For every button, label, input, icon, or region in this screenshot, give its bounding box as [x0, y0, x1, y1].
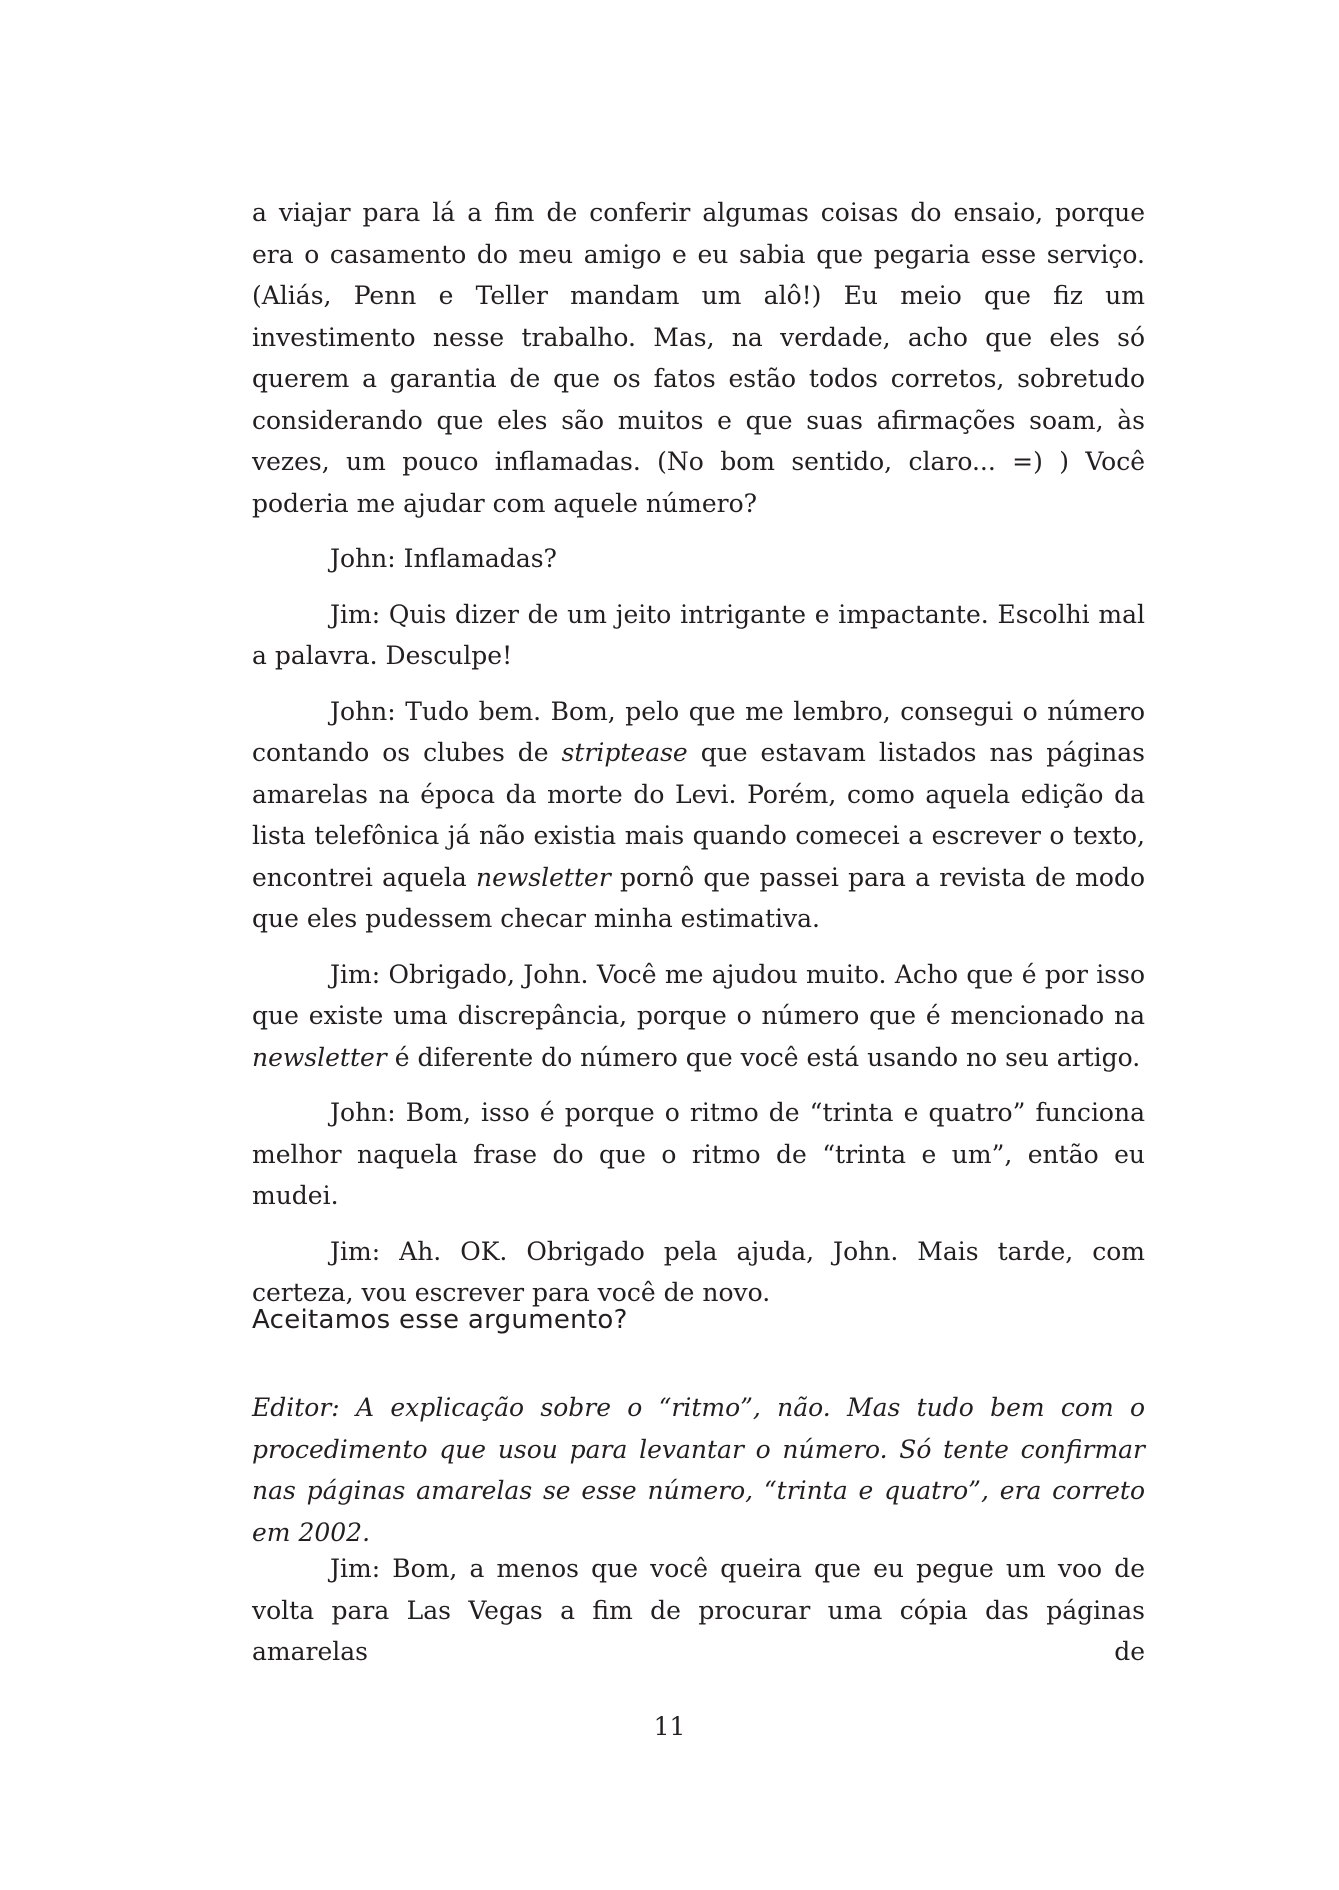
text-run: pornô que passei para a revista de modo que eles pudessem checar minha estimativa. — [252, 862, 1145, 933]
italic-term-newsletter: newsletter — [476, 862, 611, 892]
paragraph-jim-thanks: Jim: Ah. OK. Obrigado pela ajuda, John. Mais tarde, com certeza, vou escrever para você de novo. — [252, 1236, 1145, 1307]
paragraph-john-rhythm: John: Bom, isso é porque o ritmo de “trinta e quatro” funciona melhor naquela frase do que o ritmo de “trinta e um”, então eu mudei. — [252, 1098, 1145, 1210]
editor-paragraph: Editor: A explicação sobre o “ritmo”, não. Mas tudo bem com o procedimento que usou para levantar o número. Só tente confirmar nas páginas amarelas se esse número, “trinta e quatro”, era correto em 2002. — [252, 1393, 1145, 1547]
final-dialogue-block — [252, 1548, 1145, 1673]
page-number: 11 — [653, 1712, 686, 1741]
paragraph-continuation: a viajar para lá a fim de conferir algumas coisas do ensaio, porque era o casamento do meu amigo e eu sabia que pegaria esse serviço. (Aliás, Penn e Teller mandam um alô!) Eu meio que fiz um investimento nesse trabalho. Mas, na verdade, acho que eles só querem a garantia de que os fatos estão todos corretos, sobretudo considerando que eles são muitos e que suas afirmações soam, às vezes, um pouco inflamadas. (No bom sentido, claro... =) ) Você poderia me ajudar com aquele número? — [252, 198, 1145, 518]
text-run: Jim: Obrigado, John. Você me ajudou muito. Acho que é por isso que existe uma discrepância, porque o número que é mencionado na — [252, 959, 1145, 1030]
question-line: Aceitamos esse argumento? — [252, 1305, 628, 1335]
dialogue-block — [252, 192, 1145, 1314]
text-run: é diferente do número que você está usando no seu artigo. — [386, 1042, 1141, 1072]
paragraph-jim-discrepancy — [252, 954, 1145, 1079]
italic-term-newsletter: newsletter — [252, 1042, 387, 1072]
paragraph-john-explanation — [252, 691, 1145, 940]
paragraph-john-inflamadas: John: Inflamadas? — [330, 544, 557, 573]
paragraph-jim-apology: Jim: Quis dizer de um jeito intrigante e impactante. Escolhi mal a palavra. Desculpe! — [252, 599, 1145, 670]
text-run: John: Tudo bem. Bom, pelo que me lembro, consegui o número contando os clubes de — [252, 696, 1145, 767]
paragraph-jim-flight: Jim: Bom, a menos que você queira que eu pegue um voo de volta para Las Vegas a fim de procurar uma cópia das páginas amarelas de — [252, 1554, 1145, 1666]
text-run: que estavam listados nas páginas amarelas na época da morte do Levi. Porém, como aquela edição da lista telefônica já não existia mais quando comecei a escrever o texto, encontrei aquela — [252, 738, 1145, 892]
editor-note — [252, 1387, 1145, 1553]
italic-term-striptease: striptease — [561, 738, 688, 767]
